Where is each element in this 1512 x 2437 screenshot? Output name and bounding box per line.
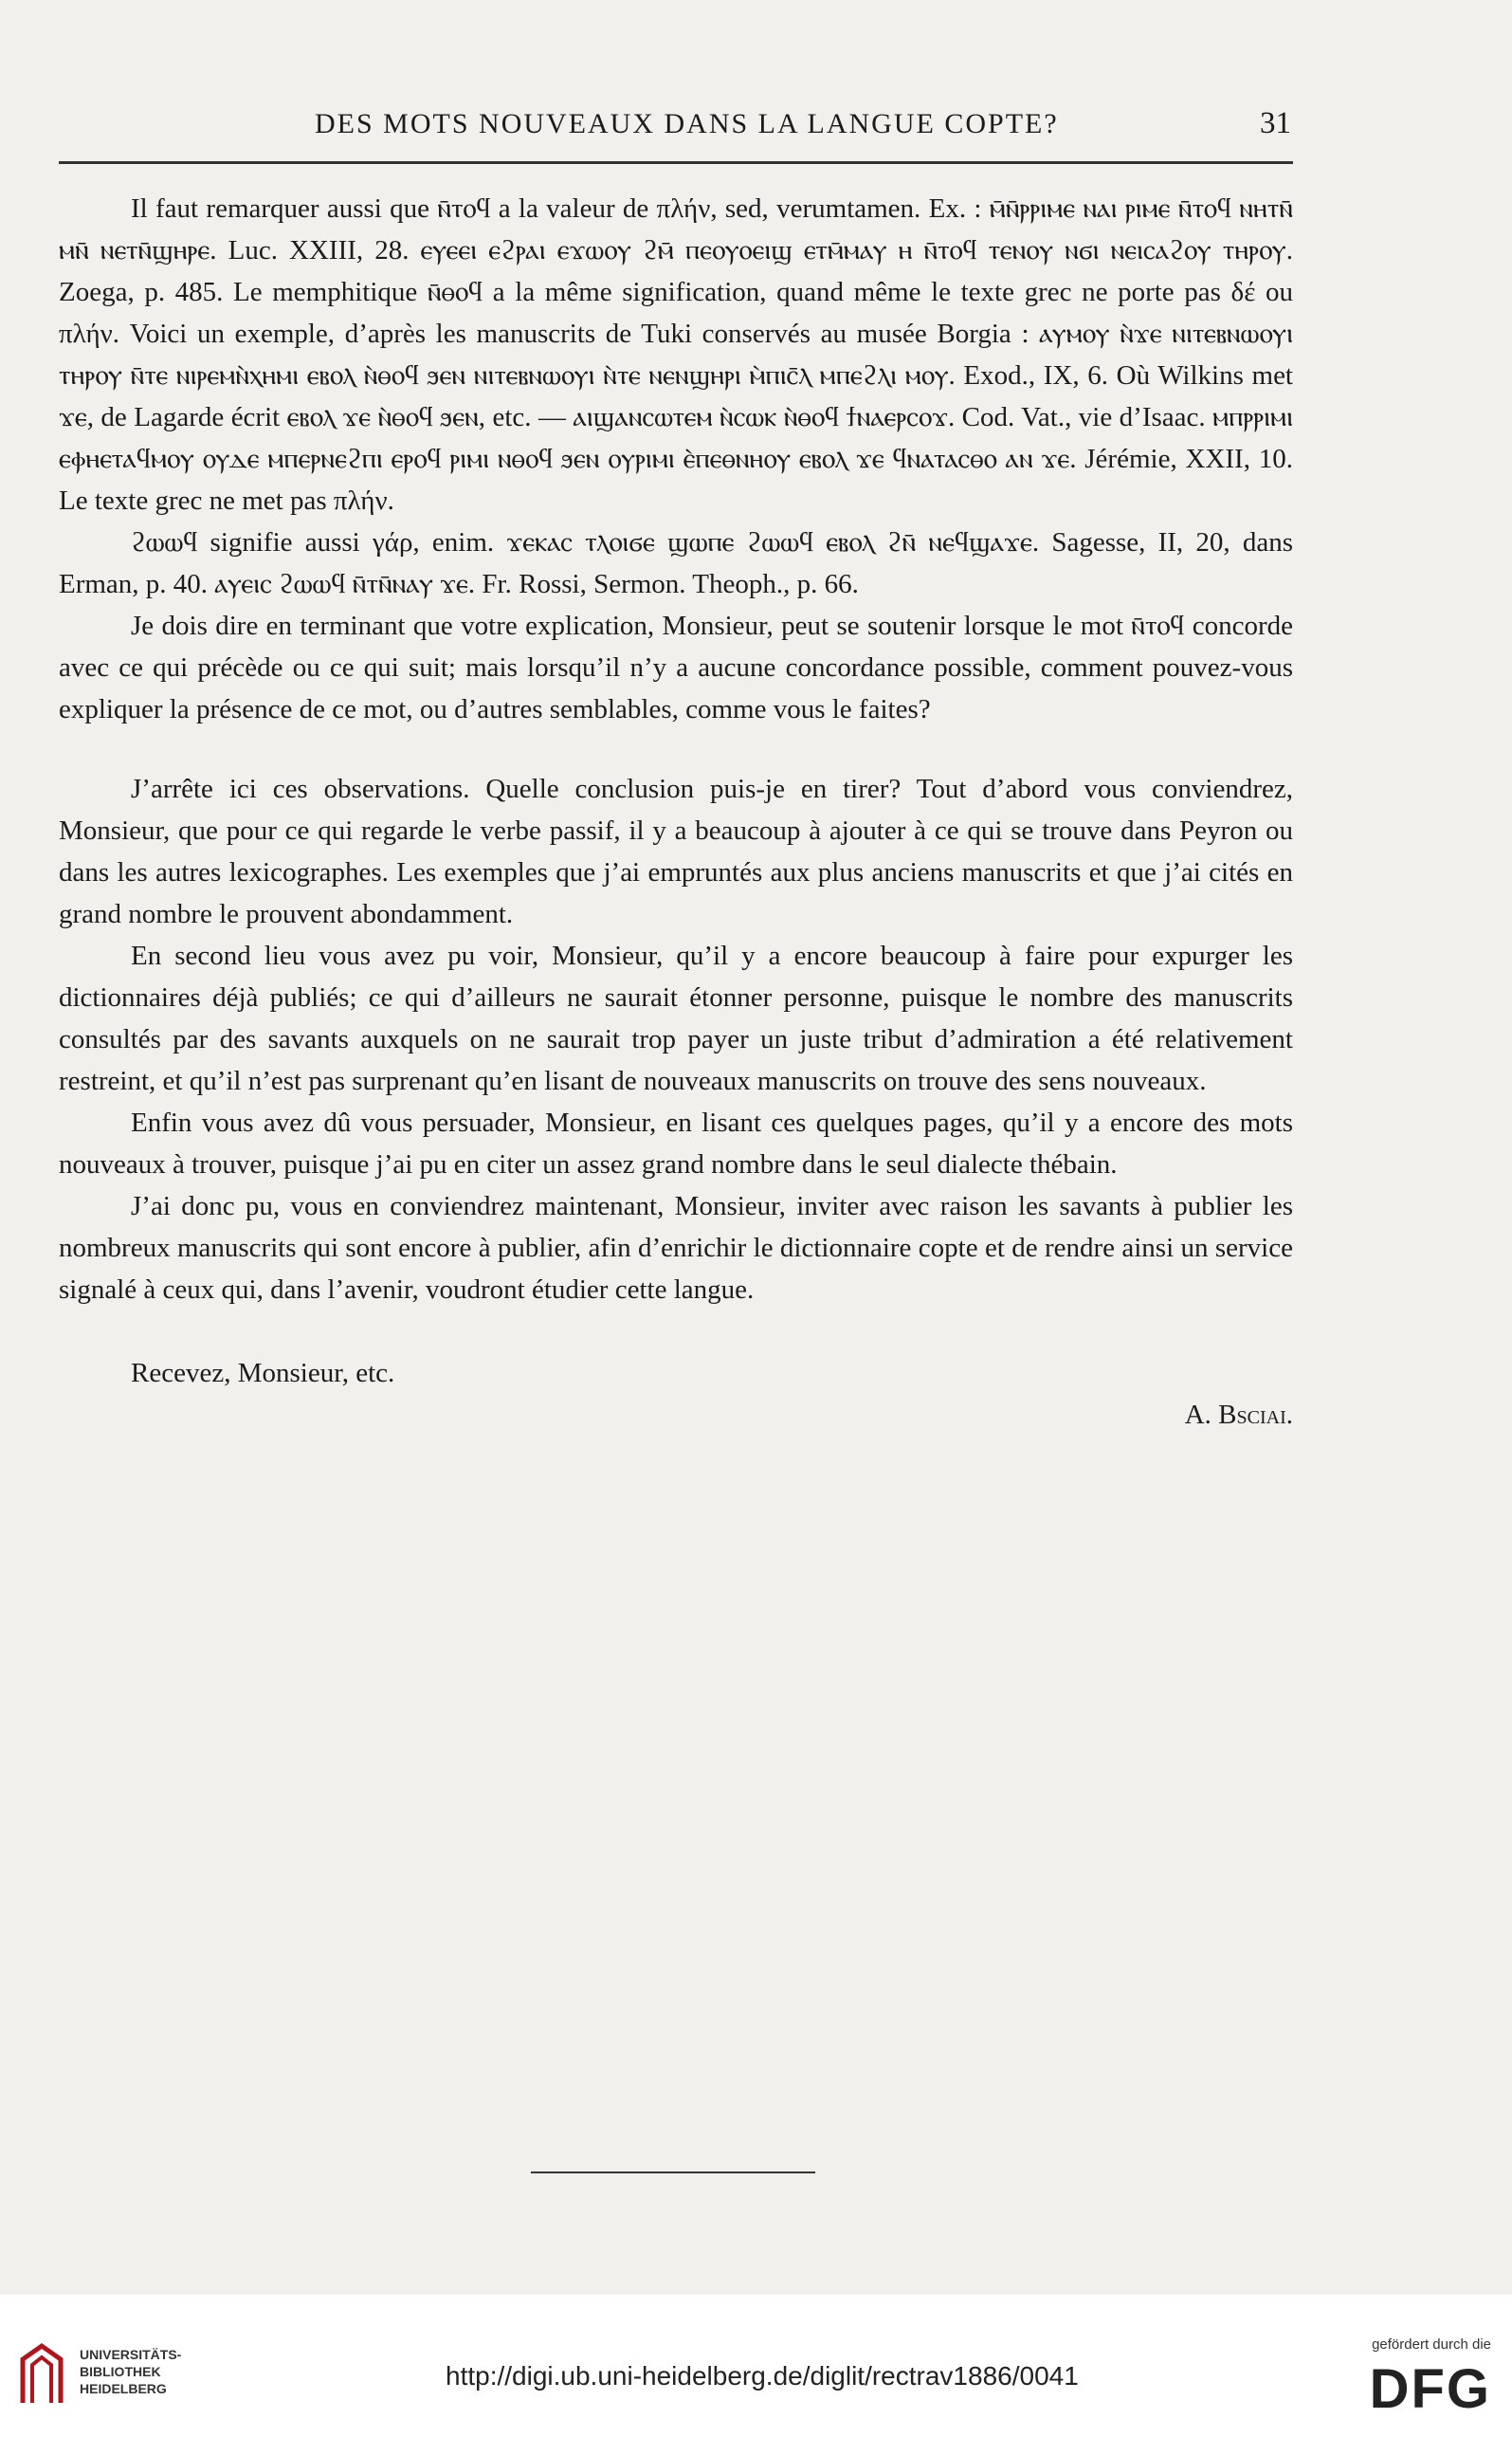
page-number: 31	[1260, 106, 1291, 140]
running-title: DES MOTS NOUVEAUX DANS LA LANGUE COPTE?	[315, 108, 1059, 139]
paragraph: ϩⲱⲱϥ signifie aussi γάρ, enim. ϫⲉⲕⲁⲥ ⲧⲗⲟⲓϭⲉ ϣⲱⲡⲉ ϩⲱⲱϥ ⲉⲃⲟⲗ ϩⲛ̄ ⲛⲉϥϣⲁϫⲉ. Sagesse, II, 20, dans Erman, p. 40. ⲁⲩⲉⲓⲥ ϩⲱⲱϥ ⲛ̄ⲧⲛ̄ⲛⲁⲩ ϫⲉ. Fr. Rossi, Sermon. Theoph., p. 66.	[59, 527, 1293, 599]
closing-block	[59, 1352, 1293, 1436]
end-rule	[531, 2171, 815, 2173]
dfg-logo: DFG	[1369, 2358, 1491, 2420]
library-name	[80, 2346, 181, 2397]
digitization-footer	[0, 2295, 1512, 2437]
paragraph: Il faut remarquer aussi que ⲛ̄ⲧⲟϥ a la valeur de πλήν, sed, verumtamen. Ex. : ⲙ̄ⲛ̄ⲣⲣⲓⲙⲉ ⲛⲁⲓ ⲣⲓⲙⲉ ⲛ̄ⲧⲟϥ ⲛⲏⲧⲛ̄ ⲙⲛ̄ ⲛⲉⲧⲛ̄ϣⲏⲣⲉ. Luc. XXIII, 28. ⲉⲩⲉⲉⲓ ⲉϩⲣⲁⲓ ⲉϫⲱⲟⲩ ϩⲙ̄ ⲡⲉⲟⲩⲟⲉⲓϣ ⲉⲧⲙ̄ⲙⲁⲩ ⲏ ⲛ̄ⲧⲟϥ ⲧⲉⲛⲟⲩ ⲛϭⲓ ⲛⲉⲓⲥⲁϩⲟⲩ ⲧⲏⲣⲟⲩ. Zoega, p. 485. Le memphitique ⲛ̄ⲑⲟϥ a la même signification, quand même le texte grec ne porte pas δέ ou πλήν. Voici un exemple, d’après les manuscrits de Tuki conservés au musée Borgia : ⲁⲩⲙⲟⲩ ⲛ̀ϫⲉ ⲛⲓⲧⲉⲃⲛⲱⲟⲩⲓ ⲧⲏⲣⲟⲩ ⲛ̄ⲧⲉ ⲛⲓⲣⲉⲙⲛ̀ⲭⲏⲙⲓ ⲉⲃⲟⲗ ⲛ̀ⲑⲟϥ ϧⲉⲛ ⲛⲓⲧⲉⲃⲛⲱⲟⲩⲓ ⲛ̀ⲧⲉ ⲛⲉⲛϣⲏⲣⲓ ⲙ̀ⲡⲓⲥ̄ⲗ ⲙⲡⲉϩⲗⲓ ⲙⲟⲩ. Exod., IX, 6. Où Wilkins met ϫⲉ, de Lagarde écrit ⲉⲃⲟⲗ ϫⲉ ⲛ̀ⲑⲟϥ ϧⲉⲛ, etc. — ⲁⲓϣⲁⲛⲥⲱⲧⲉⲙ ⲛ̀ⲥⲱⲕ ⲛ̀ⲑⲟϥ ϯⲛⲁⲉⲣⲥⲟϫ. Cod. Vat., vie d’Isaac. ⲙⲡⲣⲣⲓⲙⲓ ⲉⲫⲏⲉⲧⲁϥⲙⲟⲩ ⲟⲩⲇⲉ ⲙⲡⲉⲣⲛⲉϩⲡⲓ ⲉⲣⲟϥ ⲣⲓⲙⲓ ⲛⲑⲟϥ ϧⲉⲛ ⲟⲩⲣⲓⲙⲓ ⲉ̀ⲡⲉⲑⲛⲏⲟⲩ ⲉⲃⲟⲗ ϫⲉ ϥⲛⲁⲧⲁⲥⲑⲟ ⲁⲛ ϫⲉ. Jérémie, XXII, 10. Le texte grec ne met pas πλήν.	[59, 193, 1293, 516]
author-signature: A. Bsciai.	[1184, 1400, 1293, 1430]
library-name-line: HEIDELBERG	[80, 2381, 167, 2396]
paragraph: En second lieu vous avez pu voir, Monsieur, qu’il y a encore beaucoup à faire pour expurger les dictionnaires déjà publiés; ce qui d’ailleurs ne saurait étonner personne, puisque le nombre des manuscrits consultés par des savants auxquels on ne saurait trop payer un juste tribut d’admiration a été relativement restreint, et qu’il n’est pas surprenant qu’en lisant de nouveaux manuscrits on trouve des sens nouveaux.	[59, 941, 1293, 1096]
paragraph: J’ai donc pu, vous en conviendrez maintenant, Monsieur, inviter avec raison les savants à publier les nombreux manuscrits qui sont encore à publier, afin d’enrichir le dictionnaire copte et de rendre ainsi un service signalé à ceux qui, dans l’avenir, voudront étudier cette langue.	[59, 1191, 1293, 1305]
paragraph: Enfin vous avez dû vous persuader, Monsieur, en lisant ces quelques pages, qu’il y a encore des mots nouveaux à trouver, puisque j’ai pu en citer un assez grand nombre dans le seul dialecte thébain.	[59, 1108, 1293, 1180]
header-rule	[59, 161, 1293, 164]
closing-formula: Recevez, Monsieur, etc.	[131, 1358, 395, 1388]
library-name-line: BIBLIOTHEK	[80, 2364, 161, 2379]
article-body	[59, 188, 1293, 1436]
running-head	[59, 106, 1291, 154]
library-logo-icon	[13, 2340, 70, 2407]
source-url-link[interactable]: http://digi.ub.uni-heidelberg.de/diglit/rectrav1886/0041	[446, 2361, 1079, 2391]
library-name-line: UNIVERSITÄTS-	[80, 2347, 182, 2362]
paragraph: Je dois dire en terminant que votre explication, Monsieur, peut se soutenir lorsque le mot ⲛ̄ⲧⲟϥ concorde avec ce qui précède ou ce qui suit; mais lorsqu’il n’y a aucune concordance possible, comment pouvez-vous expliquer la présence de ce mot, ou d’autres semblables, comme vous le faites?	[59, 611, 1293, 724]
paragraph: J’arrête ici ces observations. Quelle conclusion puis-je en tirer? Tout d’abord vous conviendrez, Monsieur, que pour ce qui regarde le verbe passif, il y a beaucoup à ajouter à ce qui se trouve dans Peyron ou dans les autres lexicographes. Les exemples que j’ai empruntés aux plus anciens manuscrits et que j’ai cités en grand nombre le prouvent abondamment.	[59, 774, 1293, 929]
funding-caption: gefördert durch die	[1372, 2336, 1491, 2353]
